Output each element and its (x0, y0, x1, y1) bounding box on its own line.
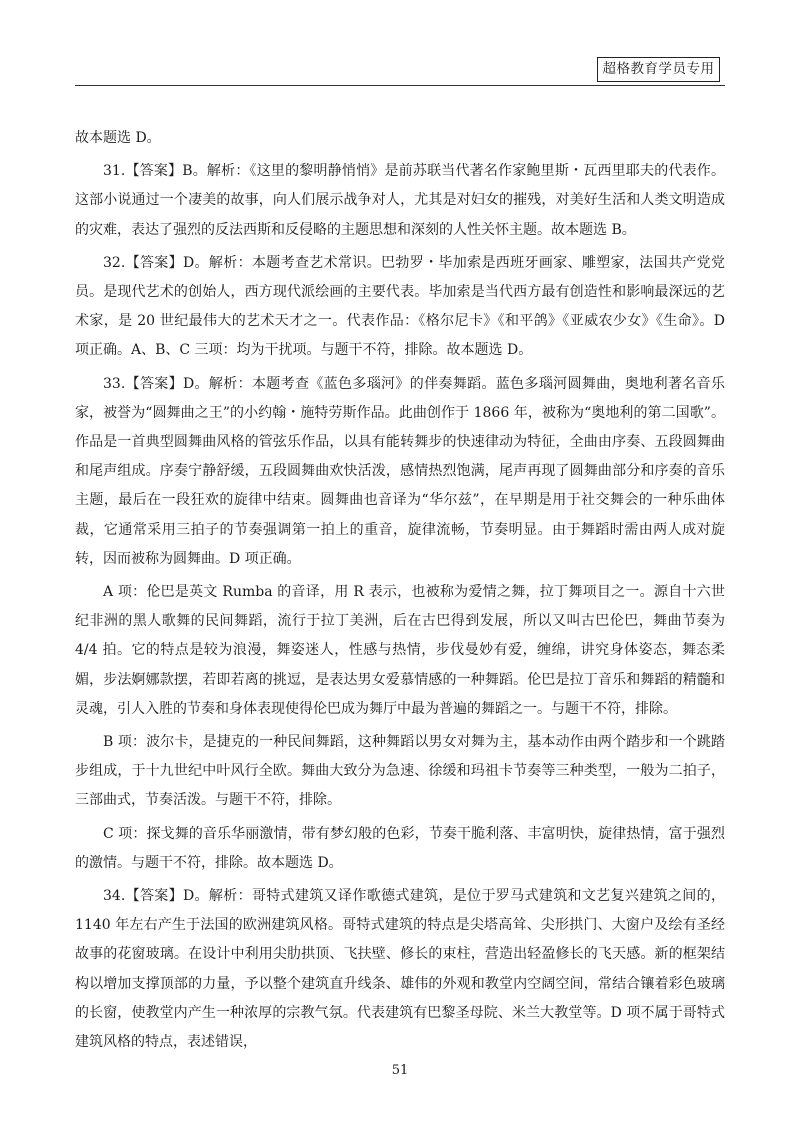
paragraph-q33-option-c: C 项：探戈舞的音乐华丽激情，带有梦幻般的色彩，节奏干脆利落、丰富明快，旋律热情，富于强烈的激情。与题干不符，排除。故本题选 D。 (75, 825, 725, 871)
page-number: 51 (391, 1063, 409, 1078)
paragraph-q33-answer: 33.【答案】D。解析：本题考查《蓝色多瑙河》的伴奏舞蹈。蓝色多瑙河圆舞曲，奥地利著名音乐家，被誉为“圆舞曲之王”的小约翰・施特劳斯作品。此曲创作于 1866 年，被称为“奥地利的第二国歌”。作品是一首典型圆舞曲风格的管弦乐作品，以具有能转舞步的快速律动为特征，全曲由序奏、五段圆舞曲和尾声组成。序奏宁静舒缓，五段圆舞曲欢快活泼，感情热烈饱满，尾声再现了圆舞曲部分和序奏的音乐主题，最后在一段狂欢的旋律中结束。圆舞曲也音译为“华尔兹”，在早期是用于社交舞会的一种乐曲体裁，它通常采用三拍子的节奏强调第一拍上的重音，旋律流畅，节奏明显。由于舞蹈时需由两人成对旋转，因而被称为圆舞曲。D 项正确。 (75, 375, 725, 567)
document-body (75, 124, 725, 1061)
paragraph-q32-answer: 32.【答案】D。解析：本题考查艺术常识。巴勃罗・毕加索是西班牙画家、雕塑家，法国共产党党员。是现代艺术的创始人，西方现代派绘画的主要代表。毕加索是当代西方最有创造性和影响最深远的艺术家，是 20 世纪最伟大的艺术天才之一。代表作品：《格尔尼卡》《和平鸽》《亚威农少女》《生命》。D 项正确。A、B、C 三项：均为干扰项。与题干不符，排除。故本题选 D。 (75, 254, 725, 359)
paragraph-q30-conclusion: 故本题选 D。 (75, 130, 161, 146)
paragraph-q34-answer: 34.【答案】D。解析：哥特式建筑又译作歌德式建筑，是位于罗马式建筑和文艺复兴建筑之间的，1140 年左右产生于法国的欧洲建筑风格。哥特式建筑的特点是尖塔高耸、尖形拱门、大窗户及绘有圣经故事的花窗玻璃。在设计中利用尖肋拱顶、飞扶壁、修长的束柱，营造出轻盈修长的飞天感。新的框架结构以增加支撑顶部的力量，予以整个建筑直升线条、雄伟的外观和教堂内空阔空间，常结合镶着彩色玻璃的长窗，使教堂内产生一种浓厚的宗教气氛。代表建筑有巴黎圣母院、米兰大教堂等。D 项不属于哥特式建筑风格的特点，表述错误， (75, 888, 725, 1051)
paragraph-q33-option-b: B 项：波尔卡，是捷克的一种民间舞蹈，这种舞蹈以男女对舞为主，基本动作由两个踏步和一个跳踏步组成，于十九世纪中叶风行全欧。舞曲大致分为急速、徐缓和玛祖卡节奏等三种类型，一般为二拍子，三部曲式，节奏活泼。与题干不符，排除。 (75, 734, 725, 809)
paragraph-q31-answer: 31.【答案】B。解析：《这里的黎明静悄悄》是前苏联当代著名作家鲍里斯・瓦西里耶夫的代表作。这部小说通过一个凄美的故事，向人们展示战争对人，尤其是对妇女的摧残，对美好生活和人类文明造成的灾难，表达了强烈的反法西斯和反侵略的主题思想和深刻的人性关怀主题。故本题选 B。 (75, 163, 725, 238)
header-divider (75, 85, 725, 86)
paragraph-q33-option-a: A 项：伦巴是英文 Rumba 的音译，用 R 表示，也被称为爱情之舞，拉丁舞项目之一。源自十六世纪非洲的黑人歌舞的民间舞蹈，流行于拉丁美洲，后在古巴得到发展，所以又叫古巴伦巴，舞曲节奏为 4/4 拍。它的特点是较为浪漫，舞姿迷人，性感与热情，步伐曼妙有爱，缠绵，讲究身体姿态，舞态柔媚，步法婀娜款摆，若即若离的挑逗，是表达男女爱慕情感的一种舞蹈。伦巴是拉丁音乐和舞蹈的精髓和灵魂，引人入胜的节奏和身体表现使得伦巴成为舞厅中最为普遍的舞蹈之一。与题干不符，排除。 (75, 584, 725, 717)
header-badge: 超格教育学员专用 (597, 57, 720, 82)
